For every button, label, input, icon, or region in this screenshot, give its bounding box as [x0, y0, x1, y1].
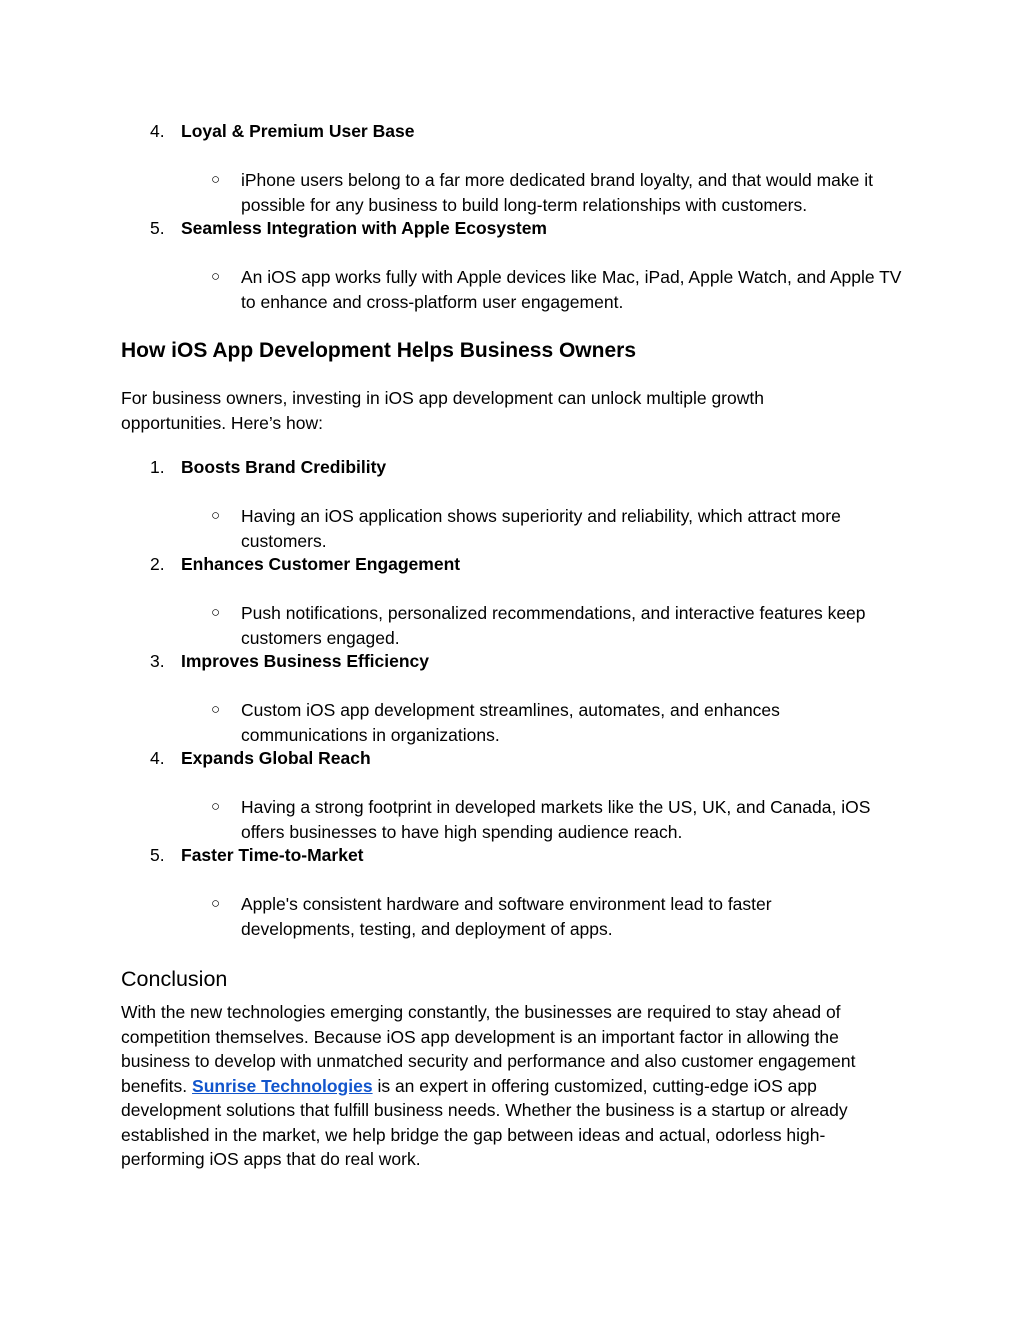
hollow-bullet-icon: ○ — [211, 507, 221, 524]
list-item-description: Having a strong footprint in developed markets like the US, UK, and Canada, iOS offers businesses to have high spending audience reach. — [241, 797, 871, 842]
conclusion-paragraph — [121, 1000, 906, 1172]
hollow-bullet-icon: ○ — [211, 895, 221, 912]
list-item-title: Boosts Brand Credibility — [181, 457, 387, 477]
list-number: 5. — [150, 845, 165, 865]
list-number: 4. — [150, 748, 165, 768]
conclusion-text-after: is an expert in offering customized, cutting-edge iOS app development solutions that fulfill business needs. Whether the business is a startup or already established in the market, we help bridge the gap between ideas and actual, odorless high-performing iOS apps that do real work. — [121, 1075, 848, 1169]
list-item-title: Loyal & Premium User Base — [181, 121, 415, 141]
conclusion-text-before: With the new technologies emerging constantly, the businesses are required to stay ahead of competition themselves. Because iOS app development is an important factor in allowing the business to develop with unmatched security and performance and also customer engagement benefits. — [121, 1002, 856, 1096]
hollow-bullet-icon: ○ — [211, 268, 221, 285]
section-intro: For business owners, investing in iOS app development can unlock multiple growth opportunities. Here’s how: — [121, 388, 764, 433]
list-item-title: Enhances Customer Engagement — [181, 554, 461, 574]
list-item-description: Push notifications, personalized recommendations, and interactive features keep customers engaged. — [241, 603, 866, 648]
hollow-bullet-icon: ○ — [211, 604, 221, 621]
list-number: 1. — [150, 457, 165, 477]
sunrise-technologies-link[interactable]: Sunrise Technologies — [192, 1075, 373, 1096]
list-item-description: Apple's consistent hardware and software environment lead to faster developments, testing, and deployment of apps. — [241, 894, 772, 939]
conclusion-heading: Conclusion — [121, 967, 228, 991]
section-heading: How iOS App Development Helps Business Owners — [121, 339, 637, 362]
hollow-bullet-icon: ○ — [211, 701, 221, 718]
list-number: 3. — [150, 651, 165, 671]
list-item-description: Having an iOS application shows superiority and reliability, which attract more customers. — [241, 506, 841, 551]
hollow-bullet-icon: ○ — [211, 798, 221, 815]
list-item-description: Custom iOS app development streamlines, automates, and enhances communications in organizations. — [241, 700, 780, 745]
list-number: 2. — [150, 554, 165, 574]
list-item-title: Seamless Integration with Apple Ecosystem — [181, 218, 547, 238]
list-number: 4. — [150, 121, 165, 141]
list-item-description: An iOS app works fully with Apple devices like Mac, iPad, Apple Watch, and Apple TV to enhance and cross-platform user engagement. — [241, 267, 902, 312]
list-item-title: Expands Global Reach — [181, 748, 371, 768]
list-item-description: iPhone users belong to a far more dedicated brand loyalty, and that would make it possible for any business to build long-term relationships with customers. — [241, 170, 873, 215]
hollow-bullet-icon: ○ — [211, 171, 221, 188]
list-number: 5. — [150, 218, 165, 238]
list-item-title: Improves Business Efficiency — [181, 651, 430, 671]
list-item-title: Faster Time-to-Market — [181, 845, 364, 865]
